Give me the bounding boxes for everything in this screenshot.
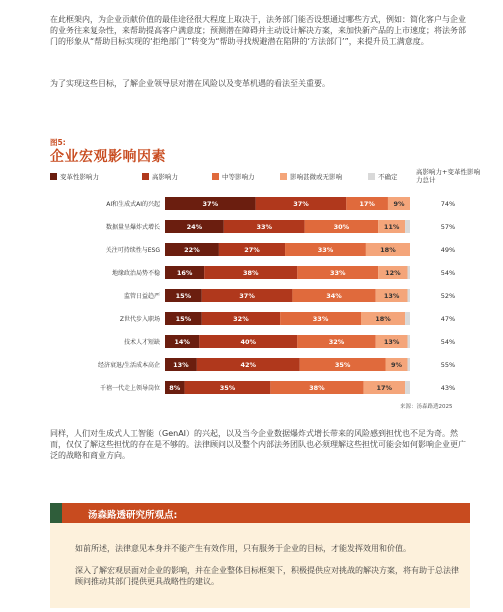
- insight-box-accent: [50, 503, 62, 523]
- data-label: 11%: [383, 222, 400, 231]
- data-label: 30%: [333, 222, 350, 231]
- data-label: 38%: [242, 268, 259, 277]
- insight-box-header: [50, 503, 470, 523]
- data-label: 35%: [219, 383, 236, 392]
- data-label: 15%: [175, 314, 192, 323]
- data-label: 34%: [326, 291, 342, 300]
- legend-label: 高影响力: [152, 173, 178, 181]
- figure-label: 图5:: [50, 138, 66, 147]
- category-label: 技术人才短缺: [123, 338, 160, 346]
- total-header: 高影响力+变革性影响力总计: [416, 168, 480, 184]
- data-label: 17%: [359, 199, 375, 208]
- data-label: 42%: [240, 360, 257, 369]
- data-label: 40%: [240, 337, 257, 346]
- category-label: 关注可持续性与ESG: [105, 246, 160, 254]
- insight-text-1: 如前所述，法律意见本身并不能产生有效作用，只有服务于企业的目标，才能发挥效用和价值。: [75, 544, 411, 553]
- category-label: 监管日益趋严: [123, 292, 160, 300]
- data-label: 33%: [312, 314, 329, 323]
- bar-segment: [405, 220, 410, 233]
- chart-source: 来源：汤森路透2025: [400, 404, 453, 410]
- category-label: 千禧一代走上领导岗位: [99, 384, 160, 392]
- data-label: 9%: [393, 199, 405, 208]
- data-label: 13%: [383, 291, 400, 300]
- data-label: 33%: [329, 268, 346, 277]
- category-label: Z世代步入职场: [119, 315, 160, 323]
- legend-label: 变革性影响力: [60, 173, 99, 181]
- intro-paragraph: 在此框架内，为企业贡献价值的最佳途径很大程度上取决于，法务部门能否设想通过哪些方式，例如：简化客户与企业的业务往来复杂性，来帮助提高客户满意度；预测潜在障碍并主动设计解决方案，来加快新产品的上市速度；将法务部门的形象从“帮助目标实现的‘拒绝部门’”转变为“帮助寻找规避潜在陷阱的‘方法部门’”，来提升员工满意度。: [50, 15, 466, 46]
- legend-label: 中等影响力: [222, 173, 255, 181]
- total-value: 52%: [440, 291, 456, 300]
- total-value: 54%: [440, 268, 456, 277]
- data-label: 22%: [184, 245, 200, 254]
- category-label: AI和生成式AI的兴起: [106, 200, 160, 208]
- total-value: 54%: [440, 337, 456, 346]
- bar-segment: [408, 266, 410, 279]
- insight-text-2: 深入了解宏观层面对企业的影响，并在企业整体目标框架下，积极提供应对挑战的解决方案，将有助于总法律顾问推动其部门提供更具战略性的建议。: [75, 566, 459, 586]
- bar-segment: [405, 312, 410, 325]
- figure-title: 企业宏观影响因素: [50, 149, 166, 165]
- data-label: 16%: [176, 268, 193, 277]
- data-label: 13%: [173, 360, 189, 369]
- data-label: 33%: [317, 245, 334, 254]
- data-label: 37%: [202, 199, 219, 208]
- total-value: 74%: [440, 199, 456, 208]
- total-value: 49%: [440, 245, 456, 254]
- data-label: 38%: [309, 383, 325, 392]
- data-label: 18%: [380, 245, 396, 254]
- data-label: 32%: [328, 337, 345, 346]
- data-label: 9%: [391, 360, 403, 369]
- data-label: 14%: [174, 337, 190, 346]
- data-label: 12%: [385, 268, 401, 277]
- category-label: 经济衰退/生活成本高企: [97, 361, 160, 369]
- legend-label: 不确定: [378, 173, 398, 181]
- total-value: 55%: [440, 360, 456, 369]
- data-label: 32%: [233, 314, 249, 323]
- bar-segment: [408, 358, 410, 371]
- total-value: 47%: [440, 314, 456, 323]
- category-label: 地缘政治局势不稳: [111, 269, 160, 277]
- bar-segment: [405, 381, 410, 394]
- data-label: 18%: [375, 314, 391, 323]
- total-value: 43%: [440, 383, 456, 392]
- insight-box-title: 汤森路透研究所观点:: [88, 510, 178, 521]
- concern-paragraph: 同样，人们对生成式人工智能（GenAI）的兴起，以及当今企业数据爆炸式增长带来的风险感到担忧也不足为奇。然而，仅仅了解这些担忧的存在是不够的。法律顾问以及整个内部法务团队也必须理解这些担忧可能会如何影响企业更广泛的战略和商业方向。: [50, 429, 466, 460]
- total-value: 57%: [440, 222, 456, 231]
- category-label: 数据量呈爆炸式增长: [105, 223, 160, 231]
- bar-segment: [408, 335, 410, 348]
- bar-segment: [408, 289, 410, 302]
- data-label: 37%: [293, 199, 309, 208]
- data-label: 27%: [244, 245, 260, 254]
- legend-label: 影响甚微或无影响: [290, 173, 342, 181]
- data-label: 33%: [256, 222, 273, 231]
- data-label: 13%: [383, 337, 400, 346]
- data-label: 15%: [175, 291, 192, 300]
- data-label: 37%: [239, 291, 255, 300]
- goal-paragraph: 为了实现这些目标，了解企业领导层对潜在风险以及变革机遇的看法至关重要。: [50, 79, 330, 88]
- insight-box: [50, 503, 470, 608]
- data-label: 8%: [169, 383, 181, 392]
- data-label: 17%: [376, 383, 393, 392]
- data-label: 35%: [334, 360, 351, 369]
- data-label: 24%: [186, 222, 203, 231]
